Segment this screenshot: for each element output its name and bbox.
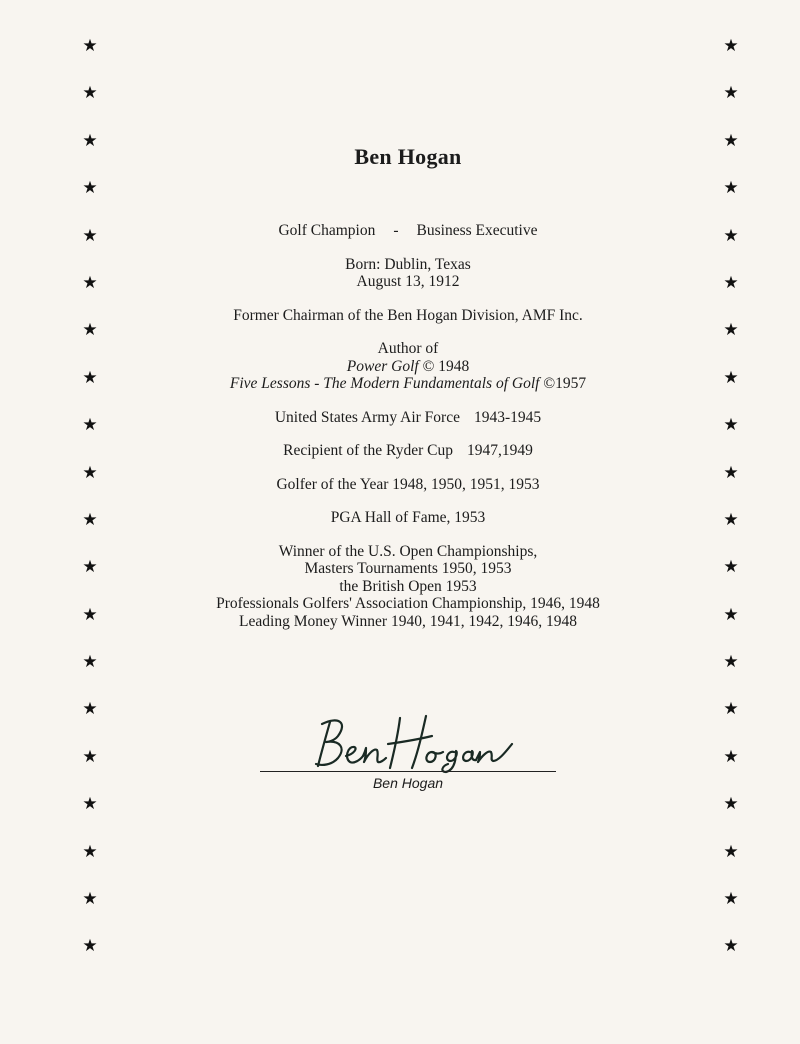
star-icon: ★ xyxy=(82,320,98,341)
birth-date: August 13, 1912 xyxy=(356,273,460,290)
star-icon: ★ xyxy=(82,272,98,293)
book-title: Five Lessons - The Modern Fundamentals of Golf xyxy=(229,375,540,392)
army-label: United States Army Air Force xyxy=(274,408,460,426)
signature-line xyxy=(260,771,556,772)
book-power-golf xyxy=(0,358,800,376)
star-icon: ★ xyxy=(723,746,739,767)
star-icon: ★ xyxy=(82,652,98,673)
book-five-lessons xyxy=(0,375,800,393)
profession-separator: - xyxy=(393,222,399,239)
book-copyright: © 1948 xyxy=(418,357,470,375)
star-icon: ★ xyxy=(723,225,739,246)
star-icon: ★ xyxy=(723,320,739,341)
star-icon: ★ xyxy=(723,652,739,673)
star-icon: ★ xyxy=(723,130,739,151)
profession-line xyxy=(0,222,800,240)
star-icon: ★ xyxy=(82,936,98,957)
winner-line: the British Open 1953 xyxy=(339,577,477,595)
birth-info xyxy=(0,256,800,291)
printed-name: Ben Hogan xyxy=(372,775,444,791)
star-icon: ★ xyxy=(82,462,98,483)
star-icon: ★ xyxy=(82,225,98,246)
handwritten-signature xyxy=(308,714,518,774)
author-heading: Author of xyxy=(377,340,439,357)
ryder-label: Recipient of the Ryder Cup xyxy=(283,442,453,459)
star-icon: ★ xyxy=(82,83,98,104)
winner-section xyxy=(0,543,800,631)
star-icon: ★ xyxy=(82,889,98,910)
star-icon: ★ xyxy=(82,130,98,151)
star-icon: ★ xyxy=(723,699,739,720)
star-icon: ★ xyxy=(723,415,739,436)
star-icon: ★ xyxy=(723,841,739,862)
book-copyright: ©1957 xyxy=(539,375,587,392)
book-title: Power Golf xyxy=(346,357,419,375)
winner-line: Leading Money Winner 1940, 1941, 1942, 1946, 1948 xyxy=(239,612,577,630)
star-icon: ★ xyxy=(82,746,98,767)
star-icon: ★ xyxy=(82,509,98,530)
profession-left: Golf Champion xyxy=(278,222,376,239)
star-icon: ★ xyxy=(723,462,739,483)
star-icon: ★ xyxy=(723,604,739,625)
star-icon: ★ xyxy=(82,557,98,578)
hall-of-fame-line: PGA Hall of Fame, 1953 xyxy=(330,509,486,526)
army-line xyxy=(0,409,800,427)
star-icon: ★ xyxy=(723,83,739,104)
star-icon: ★ xyxy=(723,178,739,199)
star-icon: ★ xyxy=(723,557,739,578)
page-title: Ben Hogan xyxy=(354,144,462,169)
star-icon: ★ xyxy=(82,415,98,436)
star-icon: ★ xyxy=(723,36,739,56)
star-icon: ★ xyxy=(82,699,98,720)
star-icon: ★ xyxy=(82,841,98,862)
author-section xyxy=(0,340,800,393)
bio-content xyxy=(0,222,800,646)
chairman-line: Former Chairman of the Ben Hogan Division, AMF Inc. xyxy=(233,306,583,324)
winner-line: Winner of the U.S. Open Championships, xyxy=(278,542,538,560)
winner-line: Masters Tournaments 1950, 1953 xyxy=(304,560,512,577)
star-icon: ★ xyxy=(82,794,98,815)
winner-line: Professionals Golfers' Association Championship, 1946, 1948 xyxy=(216,595,600,612)
star-icon: ★ xyxy=(723,794,739,815)
star-icon: ★ xyxy=(723,272,739,293)
star-icon: ★ xyxy=(82,604,98,625)
golfer-of-year-line: Golfer of the Year 1948, 1950, 1951, 1953 xyxy=(276,475,540,493)
profession-right: Business Executive xyxy=(416,222,538,239)
star-icon: ★ xyxy=(82,178,98,199)
star-icon: ★ xyxy=(723,889,739,910)
star-icon: ★ xyxy=(82,36,98,56)
army-years: 1943-1945 xyxy=(473,408,542,426)
ryder-years: 1947,1949 xyxy=(466,442,533,459)
ryder-line xyxy=(0,442,800,460)
star-icon: ★ xyxy=(723,936,739,957)
signature-block xyxy=(258,708,558,798)
star-icon: ★ xyxy=(723,509,739,530)
star-icon: ★ xyxy=(82,367,98,388)
star-icon: ★ xyxy=(723,367,739,388)
birth-place: Born: Dublin, Texas xyxy=(345,255,471,273)
